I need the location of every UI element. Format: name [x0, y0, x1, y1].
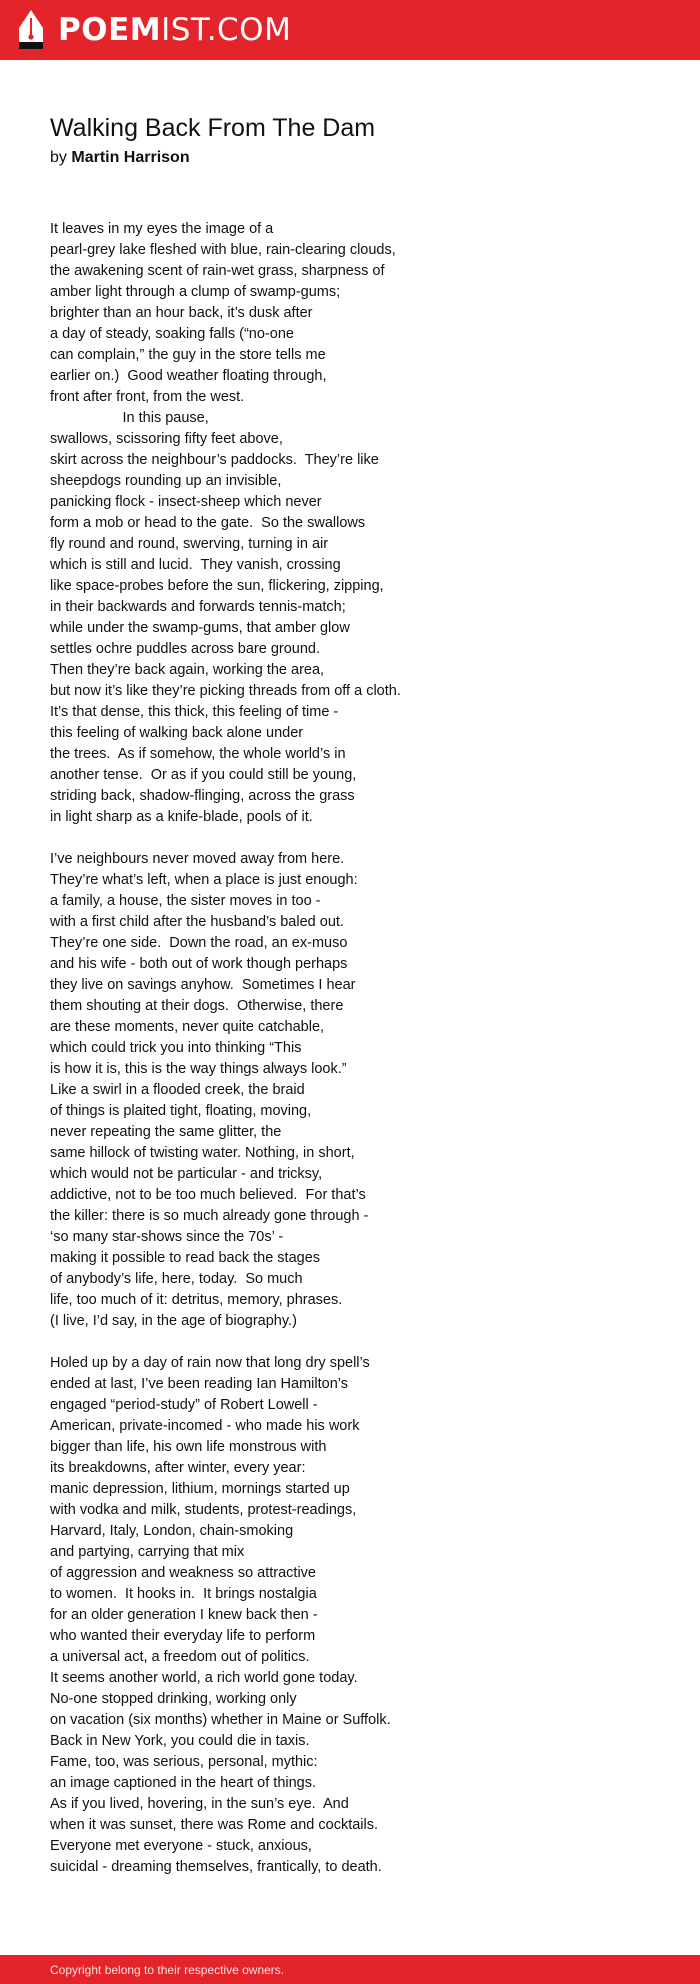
site-logo[interactable]: [58, 11, 292, 48]
poem-line: ended at last, I’ve been reading Ian Hamilton’s: [50, 1376, 348, 1392]
poem-line: Then they’re back again, working the area,: [50, 662, 325, 678]
poem-line: which would not be particular - and tricksy,: [50, 1166, 323, 1182]
poem-line: another tense. Or as if you could still be young,: [50, 767, 357, 783]
poem-line: on vacation (six months) whether in Maine or Suffolk.: [50, 1712, 391, 1728]
poem-line: brighter than an hour back, it’s dusk after: [50, 305, 313, 321]
poem-line: skirt across the neighbour’s paddocks. They’re like: [50, 452, 379, 468]
poem-line: fly round and round, swerving, turning in air: [50, 536, 329, 552]
author-name[interactable]: Martin Harrison: [71, 149, 190, 166]
poem-line: It leaves in my eyes the image of a: [50, 221, 274, 237]
poem-line: In this pause,: [50, 410, 209, 426]
poem-line: amber light through a clump of swamp-gums;: [50, 284, 341, 300]
poem-line: Everyone met everyone - stuck, anxious,: [50, 1838, 312, 1854]
poem-line: I’ve neighbours never moved away from here.: [50, 851, 345, 867]
poem-line: It’s that dense, this thick, this feeling of time -: [50, 704, 339, 720]
poem-line: an image captioned in the heart of things.: [50, 1775, 317, 1791]
poem-line: a universal act, a freedom out of politics.: [50, 1649, 310, 1665]
poem-line: them shouting at their dogs. Otherwise, there: [50, 998, 344, 1014]
poem-line: in light sharp as a knife-blade, pools of it.: [50, 809, 313, 825]
poem-line: are these moments, never quite catchable,: [50, 1019, 325, 1035]
poem-line: of anybody’s life, here, today. So much: [50, 1271, 303, 1287]
stanza-break: [50, 828, 670, 849]
poem-line: pearl-grey lake fleshed with blue, rain-clearing clouds,: [50, 242, 396, 258]
poem-line: a day of steady, soaking falls (“no-one: [50, 326, 294, 342]
poem-line: and his wife - both out of work though perhaps: [50, 956, 348, 972]
logo-rest-text: IST.COM: [161, 11, 292, 48]
poem-line: a family, a house, the sister moves in too -: [50, 893, 321, 909]
poem-line: to women. It hooks in. It brings nostalgia: [50, 1586, 317, 1602]
poem-line: manic depression, lithium, mornings started up: [50, 1481, 350, 1497]
poem-line: American, private-incomed - who made his work: [50, 1418, 360, 1434]
poem-line: the trees. As if somehow, the whole world’s in: [50, 746, 346, 762]
poem-line: swallows, scissoring fifty feet above,: [50, 431, 283, 447]
poem-line: suicidal - dreaming themselves, frantically, to death.: [50, 1859, 382, 1875]
poem-line: the killer: there is so much already gone through -: [50, 1208, 369, 1224]
poem-line: can complain,” the guy in the store tells me: [50, 347, 326, 363]
poem-line: and partying, carrying that mix: [50, 1544, 245, 1560]
poem-title: Walking Back From The Dam: [50, 114, 376, 142]
logo-bold-text: POEM: [58, 11, 162, 48]
site-footer: [0, 1955, 700, 1984]
poem-line: (I live, I’d say, in the age of biography.): [50, 1313, 297, 1329]
by-label: by: [50, 149, 67, 166]
poem-line: They’re one side. Down the road, an ex-muso: [50, 935, 348, 951]
copyright-text: Copyright belong to their respective owners.: [50, 1962, 285, 1977]
poem-line: panicking flock - insect-sheep which never: [50, 494, 322, 510]
poem-line: never repeating the same glitter, the: [50, 1124, 282, 1140]
byline: [50, 149, 190, 167]
poem-line: of things is plaited tight, floating, moving,: [50, 1103, 312, 1119]
poem-line: sheepdogs rounding up an invisible,: [50, 473, 282, 489]
poem-line: settles ochre puddles across bare ground.: [50, 641, 321, 657]
poem-line: for an older generation I knew back then -: [50, 1607, 318, 1623]
poem-line: of aggression and weakness so attractive: [50, 1565, 316, 1581]
poem-line: is how it is, this is the way things always look.”: [50, 1061, 347, 1077]
poem-line: addictive, not to be too much believed. For that’s: [50, 1187, 366, 1203]
poem-line: It seems another world, a rich world gone today.: [50, 1670, 358, 1686]
poem-line: ‘so many star-shows since the 70s’ -: [50, 1229, 284, 1245]
poem-line: engaged “period-study” of Robert Lowell -: [50, 1397, 318, 1413]
poem-line: Harvard, Italy, London, chain-smoking: [50, 1523, 294, 1539]
pen-nib-icon[interactable]: [18, 9, 44, 51]
site-header: [0, 0, 700, 60]
poem-line: Holed up by a day of rain now that long dry spell’s: [50, 1355, 370, 1371]
poem-line: Like a swirl in a flooded creek, the braid: [50, 1082, 305, 1098]
poem-line: life, too much of it: detritus, memory, phrases.: [50, 1292, 343, 1308]
poem-line: while under the swamp-gums, that amber glow: [50, 620, 350, 636]
poem-line: in their backwards and forwards tennis-match;: [50, 599, 346, 615]
poem-line: front after front, from the west.: [50, 389, 245, 405]
poem-line: As if you lived, hovering, in the sun’s eye. And: [50, 1796, 349, 1812]
poem-line: they live on savings anyhow. Sometimes I hear: [50, 977, 356, 993]
stanza-break: [50, 1332, 670, 1353]
poem-line: its breakdowns, after winter, every year:: [50, 1460, 306, 1476]
poem-line: No-one stopped drinking, working only: [50, 1691, 297, 1707]
poem-line: form a mob or head to the gate. So the swallows: [50, 515, 366, 531]
poem-line: same hillock of twisting water. Nothing, in short,: [50, 1145, 355, 1161]
poem-line: Fame, too, was serious, personal, mythic:: [50, 1754, 318, 1770]
poem-body: [50, 219, 670, 1878]
poem-line: They’re what’s left, when a place is just enough:: [50, 872, 358, 888]
poem-line: making it possible to read back the stages: [50, 1250, 321, 1266]
poem-line: striding back, shadow-flinging, across the grass: [50, 788, 355, 804]
poem-line: when it was sunset, there was Rome and cocktails.: [50, 1817, 379, 1833]
poem-line: with a first child after the husband’s baled out.: [50, 914, 344, 930]
poem-line: which could trick you into thinking “This: [50, 1040, 302, 1056]
poem-line: earlier on.) Good weather floating through,: [50, 368, 327, 384]
poem-line: but now it’s like they’re picking threads from off a cloth.: [50, 683, 401, 699]
poem-line: bigger than life, his own life monstrous with: [50, 1439, 327, 1455]
poem-line: who wanted their everyday life to perform: [50, 1628, 316, 1644]
poem-line: which is still and lucid. They vanish, crossing: [50, 557, 341, 573]
poem-line: like space-probes before the sun, flickering, zipping,: [50, 578, 384, 594]
poem-line: with vodka and milk, students, protest-readings,: [50, 1502, 357, 1518]
poem-line: the awakening scent of rain-wet grass, sharpness of: [50, 263, 385, 279]
poem-line: Back in New York, you could die in taxis.: [50, 1733, 310, 1749]
poem-line: this feeling of walking back alone under: [50, 725, 304, 741]
